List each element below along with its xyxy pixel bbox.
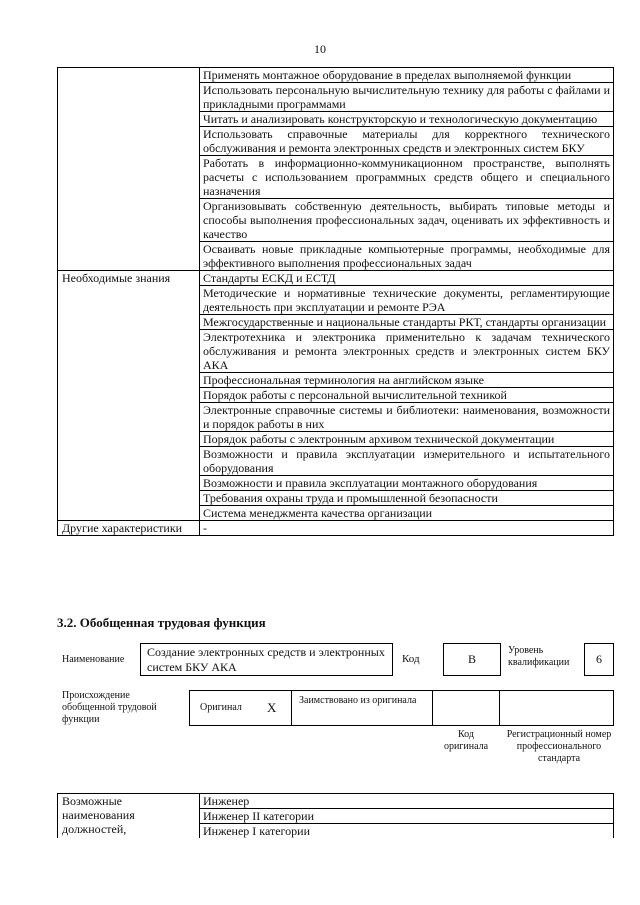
skill-text: Работать в информационно-коммуникационном пространстве, выполнять расчеты с использованием программных средств общего и специального назначения [200, 156, 614, 199]
level-value: 6 [596, 652, 602, 666]
other-characteristics-value: - [200, 521, 614, 536]
borrowed-cell [291, 691, 433, 725]
skill-text: Использовать справочные материалы для корректного технического обслуживания и ремонта электронных средств и электронных систем БКУ [200, 127, 614, 156]
borrowed-label: Заимствовано из оригинала [299, 695, 417, 706]
knowledge-text: Профессиональная терминология на английском языке [200, 373, 614, 388]
knowledge-row [58, 271, 614, 286]
knowledge-text: Электронные справочные системы и библиотеки: наименования, возможности и порядок работы в них [200, 403, 614, 432]
knowledge-text: Система менеджмента качества организации [200, 506, 614, 521]
knowledge-text: Порядок работы с персональной вычислительной техникой [200, 388, 614, 403]
skill-row [58, 68, 614, 83]
other-characteristics-label: Другие характеристики [58, 521, 200, 536]
level-box [584, 643, 614, 676]
knowledge-text: Возможности и правила эксплуатации монтажного оборудования [200, 476, 614, 491]
knowledge-label: Необходимые знания [58, 271, 200, 521]
original-label: Оригинал [200, 702, 242, 713]
other-characteristics-row [58, 521, 614, 536]
code-label: Код [402, 653, 420, 665]
knowledge-text: Требования охраны труда и промышленной безопасности [200, 491, 614, 506]
positions-label: Возможные наименования должностей, [58, 794, 200, 839]
skill-text: Организовывать собственную деятельность, выбирать типовые методы и способы выполнения профессиональных задач, оценивать их эффективность и качество [200, 199, 614, 242]
function-name-box [140, 643, 393, 676]
origin-label: Происхождение обобщенной трудовой функции [62, 690, 157, 725]
section-title: 3.2. Обобщенная трудовая функция [57, 615, 266, 630]
positions-table [57, 793, 614, 838]
position-item: Инженер II категории [200, 809, 614, 824]
knowledge-text: Порядок работы с электронным архивом технической документации [200, 432, 614, 447]
position-item: Инженер [200, 794, 614, 809]
page-number: 10 [314, 42, 326, 56]
original-cell [190, 691, 292, 725]
knowledge-text: Возможности и правила эксплуатации измерительного и испытательного оборудования [200, 447, 614, 476]
reg-number-cell [499, 691, 613, 725]
knowledge-text: Методические и нормативные технические документы, регламентирующие деятельность при эксплуатации и ремонте РЭА [200, 286, 614, 315]
skill-text: Использовать персональную вычислительную технику для работы с файлами и прикладными программами [200, 83, 614, 112]
code-original-label: Код оригинала [443, 729, 489, 752]
level-label: Уровень квалификации [508, 645, 570, 668]
code-box [443, 643, 501, 676]
skill-text: Применять монтажное оборудование в пределах выполняемой функции [200, 68, 614, 83]
position-item: Инженер I категории [200, 824, 614, 839]
skills-label-cell [58, 68, 200, 271]
skill-text: Осваивать новые прикладные компьютерные программы, необходимые для эффективного выполнения профессиональных задач [200, 242, 614, 271]
name-label: Наименование [62, 654, 125, 665]
reg-number-label: Регистрационный номер профессионального стандарта [506, 729, 612, 764]
knowledge-text: Электротехника и электроника применительно к задачам технического обслуживания и ремонта электронных средств и электронных систем БКУ АКА [200, 330, 614, 373]
knowledge-text: Межгосударственные и национальные стандарты РКТ, стандарты организации [200, 315, 614, 330]
origin-table [189, 690, 614, 726]
function-name-value: Создание электронных средств и электронных систем БКУ АКА [147, 645, 385, 674]
knowledge-text: Стандарты ЕСКД и ЕСТД [200, 271, 614, 286]
skill-text: Читать и анализировать конструкторскую и технологическую документацию [200, 112, 614, 127]
code-original-cell [432, 691, 500, 725]
skills-knowledge-table [57, 67, 614, 536]
original-mark: X [267, 700, 277, 715]
code-value: В [467, 652, 476, 666]
